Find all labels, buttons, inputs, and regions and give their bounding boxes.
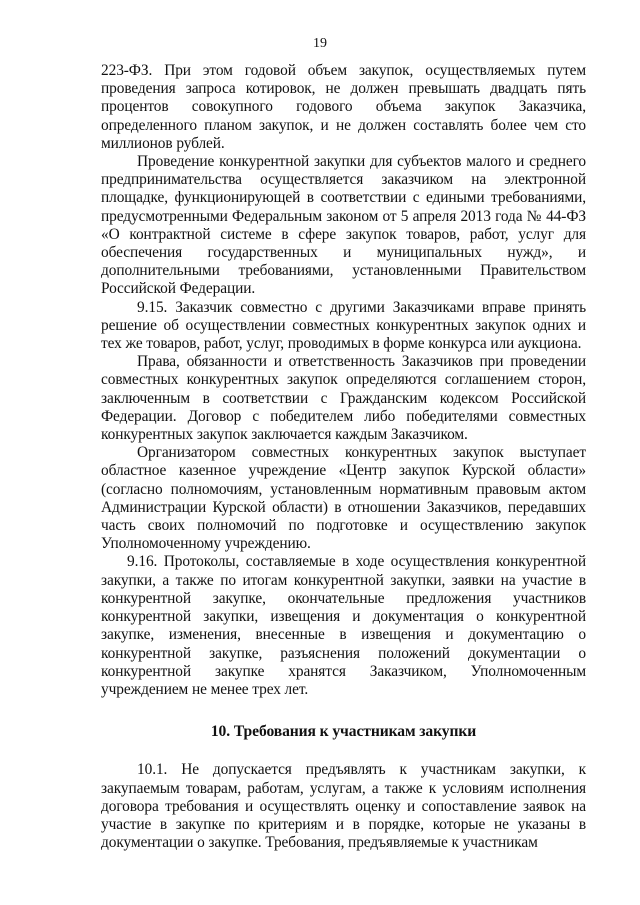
paragraph-10-1: 10.1. Не допускается предъявлять к участникам закупки, к закупаемым товарам, работам, услугам, а также к условиям исполнения договора требования и осуществлять оценку и сопоставление заявок на участие в закупке по критериям и в порядке, которые не указаны в документации о закупке. Требования, предъявляемые к участникам [101,761,586,852]
document-body [101,62,586,852]
paragraph-9-16: 9.16. Протоколы, составляемые в ходе осуществления конкурентной закупки, а также по итогам конкурентной закупки, заявки на участие в конкурентной закупке, окончательные предложения участников конкурентной закупки, извещения и документация о конкурентной закупке, изменения, внесенные в извещения и документацию о конкурентной закупке, разъяснения положений документации о конкурентной закупке хранятся Заказчиком, Уполномоченным учреждением не менее трех лет. [101,553,586,698]
paragraph-9-15: 9.15. Заказчик совместно с другими Заказчиками вправе принять решение об осуществлении совместных конкурентных закупок одних и тех же товаров, работ, услуг, проводимых в форме конкурса или аукциона. [101,298,586,353]
section-heading: 10. Требования к участникам закупки [210,723,477,741]
paragraph-continuation: 223-ФЗ. При этом годовой объем закупок, осуществляемых путем проведения запроса котировок, не должен превышать двадцать пять процентов совокупного годового объема закупок Заказчика, определенного планом закупок, и не должен составлять более чем сто миллионов рублей. [101,62,586,152]
page-number: 19 [313,36,327,51]
paragraph-rights-obligations: Права, обязанности и ответственность Заказчиков при проведении совместных конкурентных закупок определяются соглашением сторон, заключенным в соответствии с Гражданским кодексом Российской Федерации. Договор с победителем либо победителями совместных конкурентных закупок заключается каждым Заказчиком. [101,353,586,444]
paragraph-sme-procurement: Проведение конкурентной закупки для субъектов малого и среднего предпринимательства осуществляется заказчиком на электронной площадке, функционирующей в соответствии с едиными требованиями, предусмотренными Федеральным законом от 5 апреля 2013 года № 44-ФЗ «О контрактной системе в сфере закупок товаров, работ, услуг для обеспечения государственных и муниципальных нужд», и дополнительными требованиями, установленными Правительством Российской Федерации. [101,153,586,298]
paragraph-organizer: Организатором совместных конкурентных закупок выступает областное казенное учреждение «Центр закупок Курской области» (согласно полномочиям, установленным нормативным правовым актом Администрации Курской области) в отношении Заказчиков, передавших часть своих полномочий по подготовке и осуществлению закупок Уполномоченному учреждению. [101,444,586,553]
